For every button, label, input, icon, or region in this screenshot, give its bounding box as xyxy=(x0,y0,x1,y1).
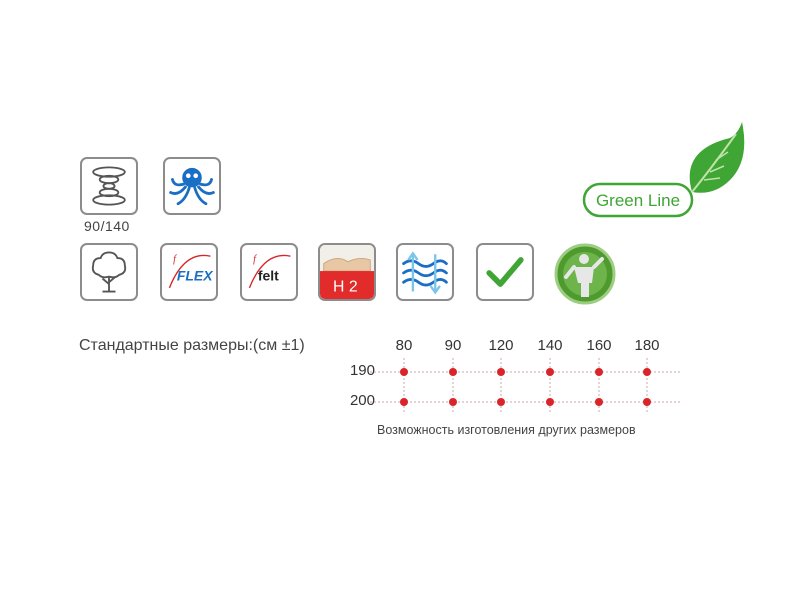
width-160: 160 xyxy=(586,337,612,354)
size-dot-120x190 xyxy=(497,368,505,376)
svg-text:f: f xyxy=(173,253,177,265)
hardness-label: H 2 xyxy=(333,278,358,296)
width-180: 180 xyxy=(634,337,660,354)
flex-icon xyxy=(162,245,216,299)
airflow-tile xyxy=(396,243,454,301)
custom-sizes-note: Возможность изготовления других размеров xyxy=(377,423,636,437)
octopus-icon xyxy=(165,159,219,213)
green-line-label: Green Line xyxy=(595,191,681,210)
cotton-icon xyxy=(82,245,136,299)
airflow-icon xyxy=(398,245,452,299)
octopus-tile xyxy=(163,157,221,215)
size-dot-120x200 xyxy=(497,398,505,406)
size-dot-160x190 xyxy=(595,368,603,376)
flex-tile xyxy=(160,243,218,301)
felt-label: felt xyxy=(257,267,279,284)
size-dot-90x200 xyxy=(449,398,457,406)
spring-caption: 90/140 xyxy=(84,218,130,234)
spring-icon xyxy=(82,159,136,213)
size-dot-90x190 xyxy=(449,368,457,376)
hardness-tile xyxy=(318,243,376,301)
hardness-icon xyxy=(320,245,374,299)
grid-lines xyxy=(370,358,680,412)
size-dot-80x190 xyxy=(400,368,408,376)
flex-label: FLEX xyxy=(176,267,213,284)
felt-icon xyxy=(242,245,296,299)
width-90: 90 xyxy=(444,337,462,354)
leaf-icon xyxy=(580,120,750,220)
size-dot-140x190 xyxy=(546,368,554,376)
width-80: 80 xyxy=(395,337,413,354)
spring-tile xyxy=(80,157,138,215)
svg-text:f: f xyxy=(253,253,257,265)
felt-tile xyxy=(240,243,298,301)
orthopedic-icon xyxy=(554,243,616,305)
size-dot-140x200 xyxy=(546,398,554,406)
length-190: 190 xyxy=(349,362,375,379)
size-dot-160x200 xyxy=(595,398,603,406)
size-dot-180x200 xyxy=(643,398,651,406)
width-140: 140 xyxy=(537,337,563,354)
sizes-title: Стандартные размеры:(см ±1) xyxy=(79,337,305,354)
cotton-tile xyxy=(80,243,138,301)
width-120: 120 xyxy=(488,337,514,354)
check-tile xyxy=(476,243,534,301)
checkmark-icon xyxy=(478,245,532,299)
length-200: 200 xyxy=(349,392,375,409)
sizes-grid xyxy=(370,350,690,420)
green-line-logo xyxy=(580,120,750,220)
size-dot-80x200 xyxy=(400,398,408,406)
size-dot-180x190 xyxy=(643,368,651,376)
orthopedic-badge xyxy=(554,243,616,305)
